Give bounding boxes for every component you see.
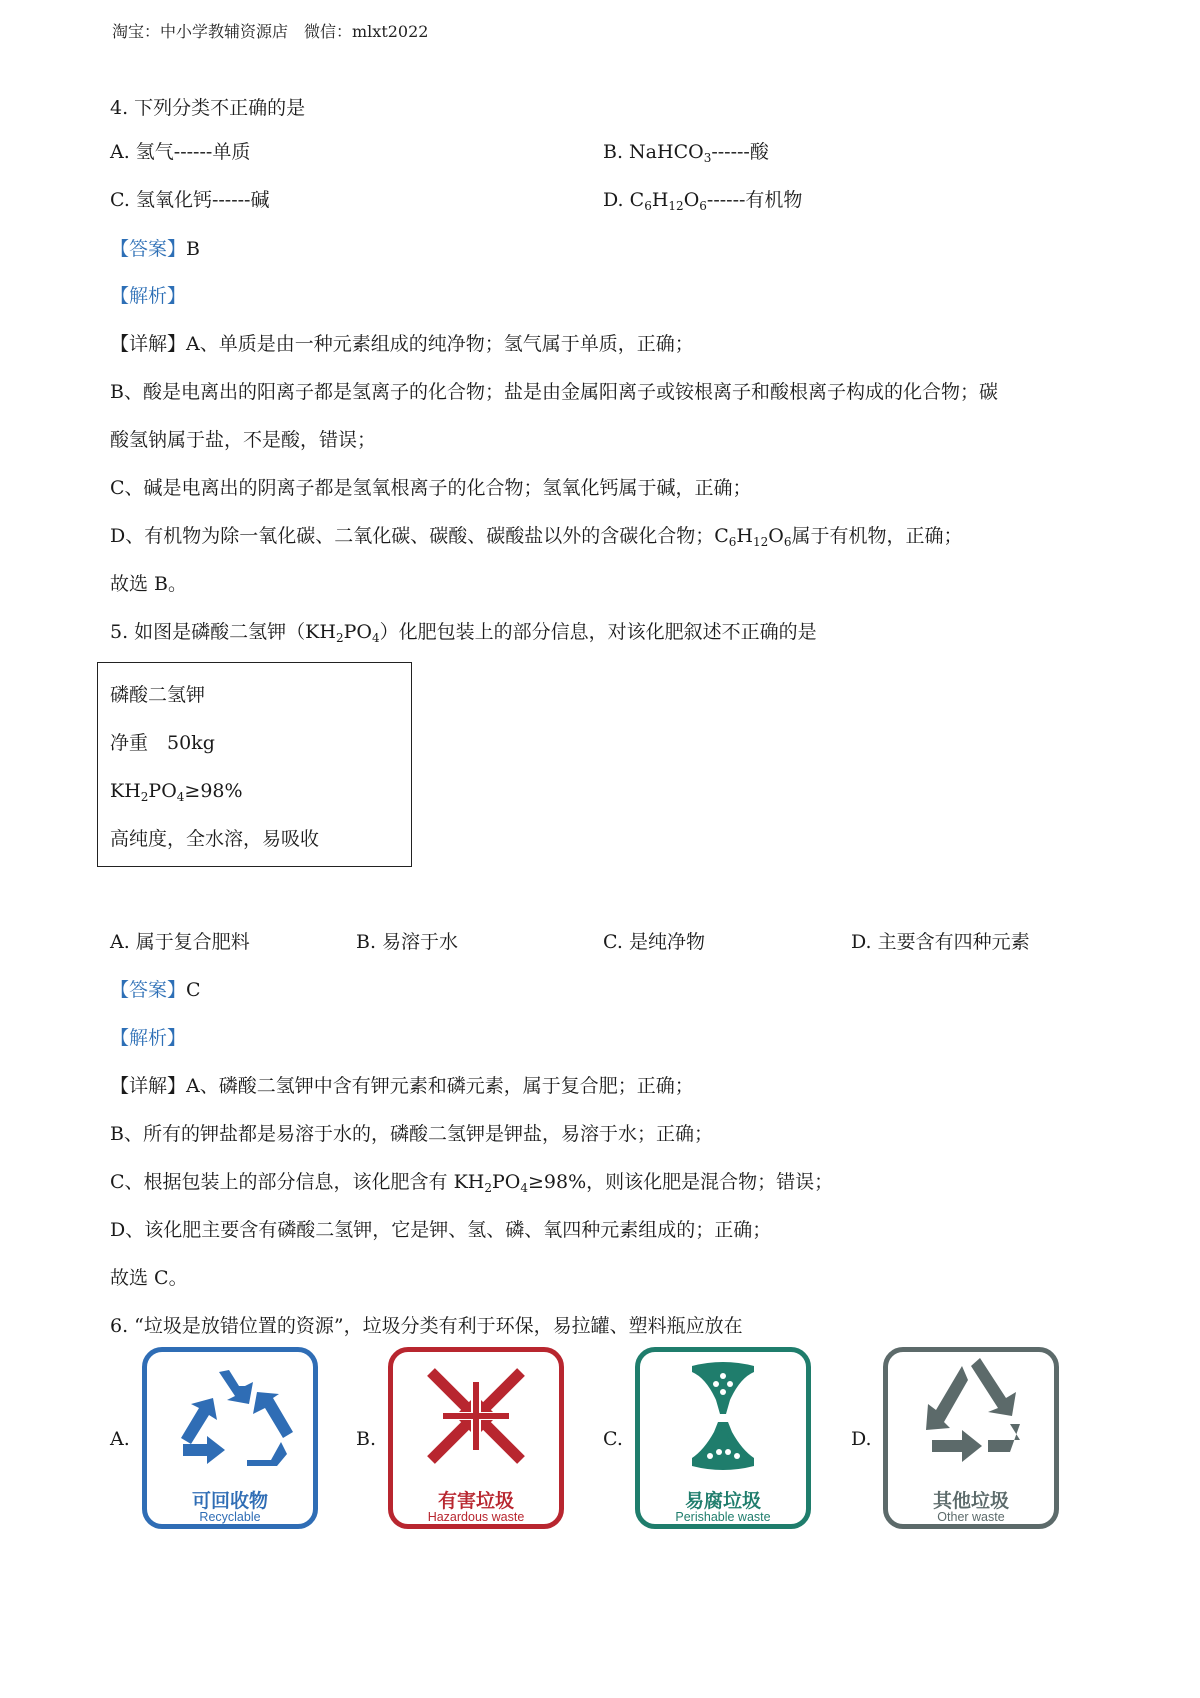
q5-stem: 5. 如图是磷酸二氢钾$(KH_2PO_4)$化肥包装上的部分信息，对该化肥叙述不正确的是 xyxy=(110,621,817,645)
q4-stem: 4. 下列分类不正确的是 xyxy=(110,97,306,119)
recyclable-cn-label: 可回收物 xyxy=(191,1490,268,1512)
q5-answer: 【答案】C xyxy=(110,979,201,1001)
hazardous-cn-label: 有害垃圾 xyxy=(437,1490,514,1512)
hazardous-en-label: Hazardous waste xyxy=(427,1510,525,1524)
q6-option-c-letter: C. xyxy=(603,1428,623,1450)
recyclable-en-label: Recyclable xyxy=(199,1510,261,1524)
hourglass-icon xyxy=(640,1352,806,1480)
q6-option-b-letter: B. xyxy=(356,1428,377,1450)
q4-option-b: B. NaHCO$_3$------酸 xyxy=(603,141,769,165)
label-product-name: 磷酸二氢钾 xyxy=(110,684,206,706)
label-features: 高纯度，全水溶，易吸收 xyxy=(110,828,320,850)
q5-detail-2: B、所有的钾盐都是易溶于水的，磷酸二氢钾是钾盐，易溶于水；正确； xyxy=(110,1123,713,1145)
q6-option-d-letter: D. xyxy=(851,1428,872,1450)
label-net-weight: 净重 50kg xyxy=(110,732,215,754)
q4-option-a: A. 氢气------单质 xyxy=(110,141,251,163)
q4-detail-4: C、碱是电离出的阴离子都是氢氧根离子的化合物；氢氧化钙属于碱，正确； xyxy=(110,477,752,499)
q4-analysis-tag: 【解析】 xyxy=(110,285,187,307)
perishable-en-label: Perishable waste xyxy=(675,1510,771,1524)
q6-stem: 6. “垃圾是放错位置的资源”，垃圾分类有利于环保，易拉罐、塑料瓶应放在 xyxy=(110,1315,743,1337)
q4-detail-5: D、有机物为除一氧化碳、二氧化碳、碳酸、碳酸盐以外的含碳化合物；$C_6H_{12}O_6$属于有机物，正确； xyxy=(110,525,963,549)
q5-detail-4: D、该化肥主要含有磷酸二氢钾，它是钾、氢、磷、氧四种元素组成的；正确； xyxy=(110,1219,772,1241)
q5-detail-1: 【详解】A、磷酸二氢钾中含有钾元素和磷元素，属于复合肥；正确； xyxy=(110,1075,694,1097)
other-waste-cn-label: 其他垃圾 xyxy=(932,1490,1009,1512)
other-waste-en-label: Other waste xyxy=(937,1510,1005,1524)
q4-answer: 【答案】B xyxy=(110,238,200,260)
q6-option-a-letter: A. xyxy=(110,1428,130,1450)
label-purity: $KH_2PO_4\ge 98\%$ xyxy=(110,780,243,804)
q4-detail-2: B、酸是电离出的阳离子都是氢离子的化合物；盐是由金属阳离子或铵根离子和酸根离子构成的化合物；碳 xyxy=(110,381,998,403)
page-header: 淘宝：中小学教辅资源店 微信：mlxt2022 xyxy=(112,22,429,41)
q5-option-a: A. 属于复合肥料 xyxy=(110,931,250,953)
q4-option-d: D. $C_6H_{12}O_6------$有机物 xyxy=(603,189,803,213)
perishable-bin-sign xyxy=(635,1347,811,1529)
fertilizer-label-box xyxy=(97,662,412,867)
q4-conclusion: 故选 B。 xyxy=(110,573,188,595)
recyclable-bin-sign xyxy=(142,1347,318,1529)
q5-detail-3: C、根据包装上的部分信息，该化肥含有 $KH_2PO_4\ge 98\%$，则该化肥是混合物；错误； xyxy=(110,1171,834,1195)
recycle-outline-icon xyxy=(888,1352,1054,1480)
recycle-icon xyxy=(147,1352,313,1480)
q4-option-c: C. 氢氧化钙------碱 xyxy=(110,189,270,211)
q4-detail-1: 【详解】A、单质是由一种元素组成的纯净物；氢气属于单质，正确； xyxy=(110,333,694,355)
hazardous-bin-sign xyxy=(388,1347,564,1529)
q4-detail-3: 酸氢钠属于盐，不是酸，错误； xyxy=(110,429,377,451)
q5-option-d: D. 主要含有四种元素 xyxy=(851,931,1030,953)
q5-option-c: C. 是纯净物 xyxy=(603,931,705,953)
hazard-arrows-icon xyxy=(393,1352,559,1480)
q5-conclusion: 故选 C。 xyxy=(110,1267,188,1289)
perishable-cn-label: 易腐垃圾 xyxy=(684,1490,761,1512)
q5-analysis-tag: 【解析】 xyxy=(110,1027,187,1049)
q5-option-b: B. 易溶于水 xyxy=(356,931,459,953)
other-waste-bin-sign xyxy=(883,1347,1059,1529)
